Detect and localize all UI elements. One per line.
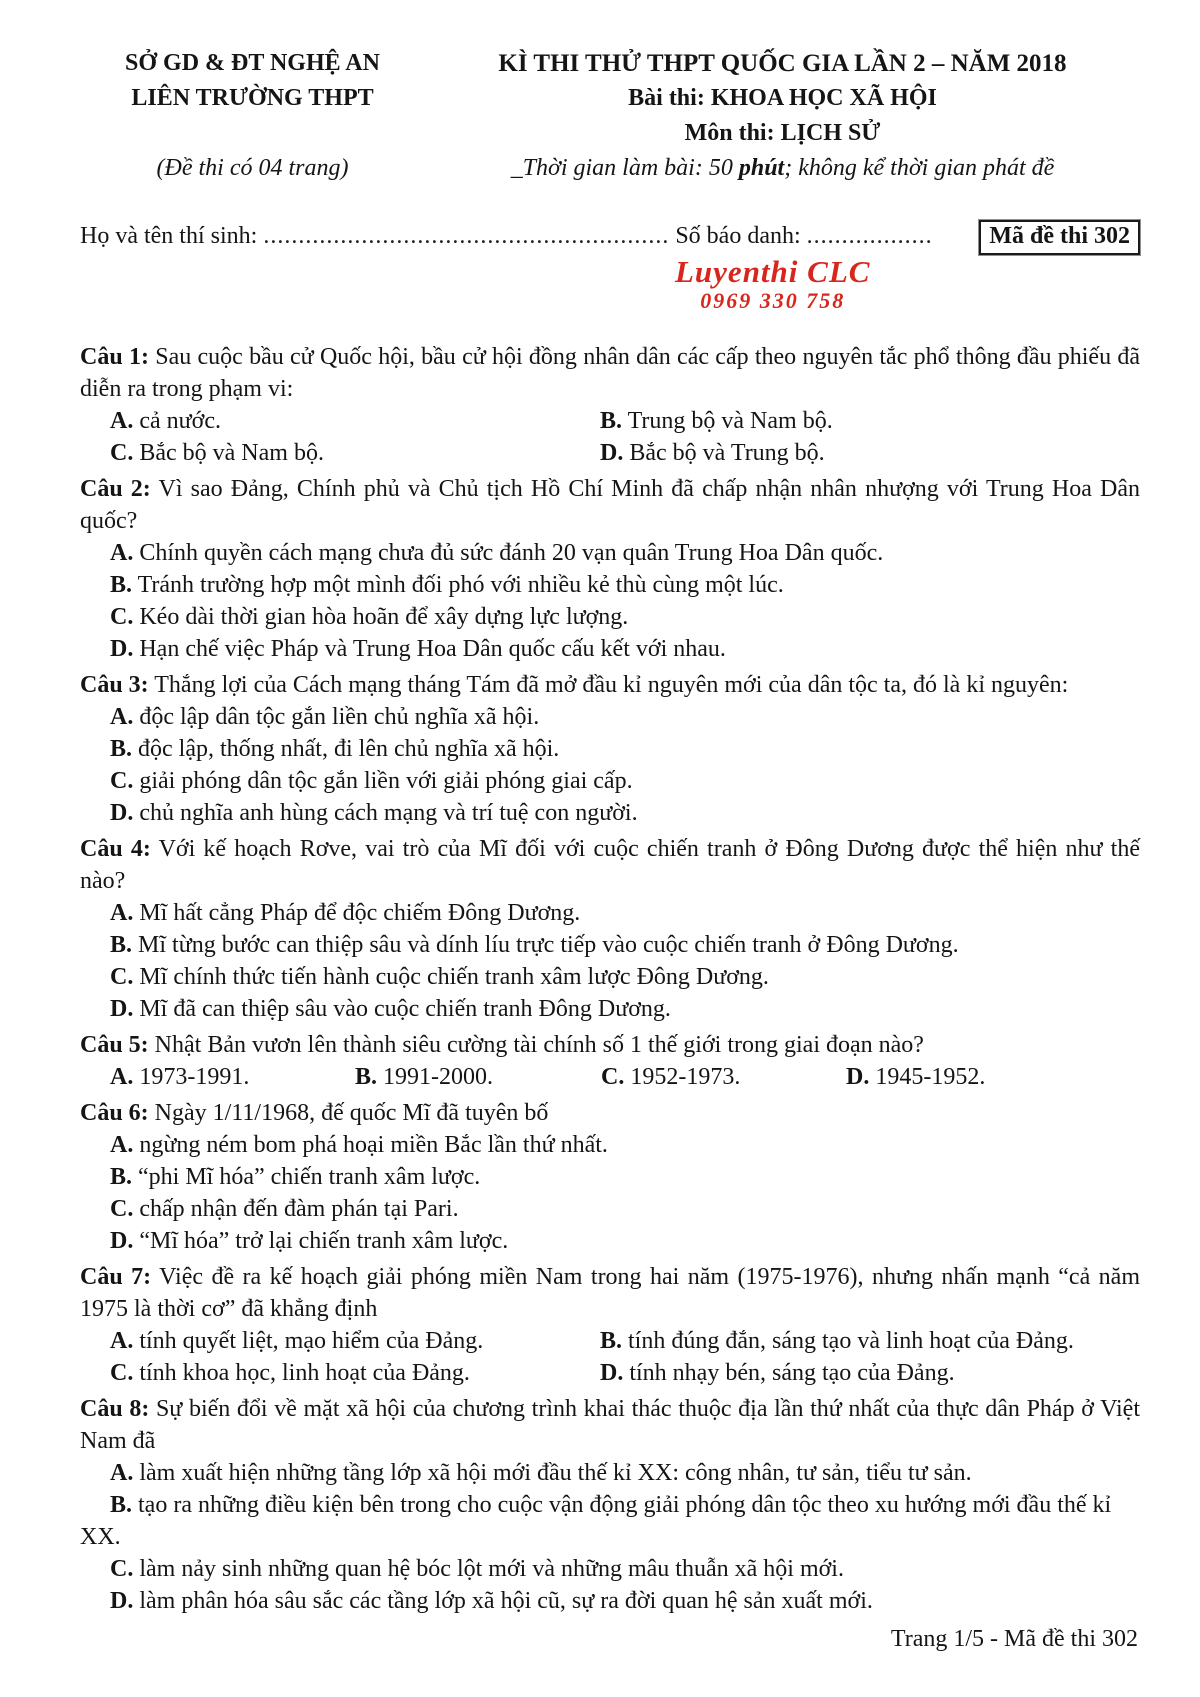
option-a — [80, 701, 1140, 733]
question-7 — [80, 1261, 1140, 1389]
option-text: 1952-1973. — [630, 1064, 741, 1091]
question-label: Câu 2: — [80, 476, 151, 503]
option-a — [80, 537, 1140, 569]
pages-note: (Đề thi có 04 trang) — [156, 155, 349, 181]
header-right — [425, 46, 1140, 186]
option-text: Trung bộ và Nam bộ. — [627, 408, 833, 435]
question-1 — [80, 341, 1140, 469]
option-letter: A. — [110, 540, 134, 567]
option-b — [80, 569, 1140, 601]
option-letter: A. — [110, 1328, 134, 1355]
question-1-options — [80, 405, 1140, 469]
question-4-options — [80, 897, 1140, 1025]
question-text: Nhật Bản vươn lên thành siêu cường tài chính số 1 thế giới trong giai đoạn nào? — [154, 1032, 924, 1059]
option-text: cả nước. — [139, 408, 221, 435]
option-text: Mĩ hất cẳng Pháp để độc chiếm Đông Dương. — [139, 900, 581, 927]
question-text: Vì sao Đảng, Chính phủ và Chủ tịch Hồ Chí Minh đã chấp nhận nhân nhượng với Trung Hoa Dân quốc? — [80, 476, 1140, 535]
duration-prefix: _Thời gian làm bài: 50 — [510, 155, 739, 181]
option-text: Kéo dài thời gian hòa hoãn để xây dựng lực lượng. — [139, 604, 629, 631]
option-text: Bắc bộ và Nam bộ. — [139, 440, 324, 467]
question-3-options — [80, 701, 1140, 829]
option-a — [80, 1061, 325, 1093]
logo-phone: 0969 330 758 — [700, 288, 846, 314]
option-c — [80, 437, 570, 469]
option-c — [80, 1553, 1140, 1585]
option-letter: A. — [110, 1132, 134, 1159]
option-text: Mĩ chính thức tiến hành cuộc chiến tranh xâm lược Đông Dương. — [139, 964, 769, 991]
option-b — [325, 1061, 571, 1093]
exam-header — [80, 46, 1140, 186]
issuing-school: LIÊN TRƯỜNG THPT — [131, 85, 374, 111]
exam-subject: Môn thi: LỊCH SỬ — [684, 120, 881, 146]
option-letter: C. — [601, 1064, 625, 1091]
option-text: Bắc bộ và Trung bộ. — [629, 440, 825, 467]
option-letter: D. — [846, 1064, 870, 1091]
student-info-row — [80, 220, 1140, 255]
option-c — [80, 765, 1140, 797]
option-text: “Mĩ hóa” trở lại chiến tranh xâm lược. — [139, 1228, 509, 1255]
option-text: Mĩ đã can thiệp sâu vào cuộc chiến tranh Đông Dương. — [139, 996, 671, 1023]
option-text: tính nhạy bén, sáng tạo của Đảng. — [629, 1360, 955, 1387]
question-3 — [80, 669, 1140, 829]
question-label: Câu 7: — [80, 1264, 152, 1291]
option-text: “phi Mĩ hóa” chiến tranh xâm lược. — [138, 1164, 481, 1191]
option-letter: D. — [110, 1228, 134, 1255]
option-text: 1991-2000. — [383, 1064, 494, 1091]
option-b — [570, 405, 1140, 437]
option-c — [80, 601, 1140, 633]
question-text: Sau cuộc bầu cử Quốc hội, bầu cử hội đồng nhân dân các cấp theo nguyên tắc phổ thông đầu phiếu đã diễn ra trong phạm vi: — [80, 344, 1141, 403]
option-d — [80, 993, 1140, 1025]
option-b — [80, 929, 1140, 961]
option-d — [80, 633, 1140, 665]
question-label: Câu 6: — [80, 1100, 149, 1127]
option-text: 1973-1991. — [139, 1064, 250, 1091]
candidate-number-label: Số báo danh: — [675, 223, 801, 249]
option-text: tính đúng đắn, sáng tạo và linh hoạt của Đảng. — [628, 1328, 1074, 1355]
option-letter: A. — [110, 900, 134, 927]
option-text: 1945-1952. — [875, 1064, 986, 1091]
option-letter: A. — [110, 1460, 134, 1487]
option-text: chủ nghĩa anh hùng cách mạng và trí tuệ con người. — [139, 800, 638, 827]
option-letter: A. — [110, 704, 134, 731]
question-list — [80, 341, 1140, 1617]
question-6 — [80, 1097, 1140, 1257]
exam-battery: Bài thi: KHOA HỌC XÃ HỘI — [628, 85, 937, 111]
question-5-options — [80, 1061, 1140, 1093]
question-label: Câu 5: — [80, 1032, 149, 1059]
page-footer: Trang 1/5 - Mã đề thi 302 — [890, 1626, 1138, 1652]
option-text: Mĩ từng bước can thiệp sâu và dính líu trực tiếp vào cuộc chiến tranh ở Đông Dương. — [138, 932, 959, 959]
logo-text: Luyenthi CLC — [675, 254, 871, 289]
option-a — [80, 405, 570, 437]
question-label: Câu 4: — [80, 836, 151, 863]
option-d — [80, 1225, 1140, 1257]
option-text: độc lập dân tộc gắn liền chủ nghĩa xã hội. — [139, 704, 540, 731]
question-8-options — [80, 1457, 1140, 1617]
option-text: ngừng ném bom phá hoại miền Bắc lần thứ nhất. — [139, 1132, 608, 1159]
option-letter: C. — [110, 604, 134, 631]
option-text: giải phóng dân tộc gắn liền với giải phóng giai cấp. — [139, 768, 633, 795]
option-letter: B. — [110, 1492, 133, 1519]
option-d — [570, 1357, 1140, 1389]
question-text: Ngày 1/11/1968, đế quốc Mĩ đã tuyên bố — [154, 1100, 549, 1127]
option-a — [80, 897, 1140, 929]
logo — [675, 255, 870, 313]
exam-code-box: Mã đề thi 302 — [979, 220, 1140, 255]
option-letter: D. — [600, 440, 624, 467]
option-letter: D. — [110, 1588, 134, 1615]
option-letter: C. — [110, 1556, 134, 1583]
option-letter: C. — [110, 964, 134, 991]
question-8 — [80, 1393, 1140, 1617]
exam-duration — [425, 151, 1140, 186]
header-left — [80, 46, 425, 186]
option-text: độc lập, thống nhất, đi lên chủ nghĩa xã hội. — [138, 736, 560, 763]
option-b — [80, 733, 1140, 765]
option-letter: C. — [110, 440, 134, 467]
option-d — [816, 1061, 1140, 1093]
candidate-number-blank: .................. — [806, 223, 933, 249]
option-letter: B. — [355, 1064, 378, 1091]
option-letter: B. — [110, 736, 133, 763]
option-letter: B. — [110, 1164, 133, 1191]
option-d — [570, 437, 1140, 469]
option-letter: B. — [110, 572, 133, 599]
option-letter: B. — [110, 932, 133, 959]
option-letter: A. — [110, 1064, 134, 1091]
issuing-org: SỞ GD & ĐT NGHỆ AN — [125, 50, 380, 76]
option-text: làm nảy sinh những quan hệ bóc lột mới và những mâu thuẫn xã hội mới. — [139, 1556, 844, 1583]
option-a — [80, 1129, 1140, 1161]
option-letter: C. — [110, 1196, 134, 1223]
option-letter: D. — [110, 800, 134, 827]
option-d — [80, 1585, 1140, 1617]
option-b — [570, 1325, 1140, 1357]
option-d — [80, 797, 1140, 829]
option-text: tạo ra những điều kiện bên trong cho cuộc vận động giải phóng dân tộc theo xu hướng mới đầu thế kỉ XX. — [80, 1492, 1112, 1551]
option-text: Chính quyền cách mạng chưa đủ sức đánh 20 vạn quân Trung Hoa Dân quốc. — [139, 540, 884, 567]
question-text: Với kế hoạch Rơve, vai trò của Mĩ đối với cuộc chiến tranh ở Đông Dương được thể hiện như thế nào? — [80, 836, 1141, 895]
option-text: làm xuất hiện những tầng lớp xã hội mới đầu thế kỉ XX: công nhân, tư sản, tiểu tư sản. — [139, 1460, 972, 1487]
option-text: làm phân hóa sâu sắc các tầng lớp xã hội cũ, sự ra đời quan hệ sản xuất mới. — [139, 1588, 873, 1615]
question-6-options — [80, 1129, 1140, 1257]
option-letter: C. — [110, 768, 134, 795]
duration-suffix: ; không kể thời gian phát đề — [784, 155, 1055, 181]
option-letter: D. — [110, 636, 134, 663]
option-c — [80, 1193, 1140, 1225]
question-2-options — [80, 537, 1140, 665]
question-5 — [80, 1029, 1140, 1093]
option-letter: D. — [600, 1360, 624, 1387]
question-4 — [80, 833, 1140, 1025]
option-text: Tránh trường hợp một mình đối phó với nhiều kẻ thù cùng một lúc. — [137, 572, 784, 599]
question-label: Câu 3: — [80, 672, 149, 699]
question-text: Sự biến đổi về mặt xã hội của chương trình khai thác thuộc địa lần thứ nhất của thực dân Pháp ở Việt Nam đã — [80, 1396, 1140, 1455]
question-text: Việc đề ra kế hoạch giải phóng miền Nam trong hai năm (1975-1976), nhưng nhấn mạnh “cả năm 1975 là thời cơ” đã khẳng định — [80, 1264, 1140, 1323]
option-text: tính khoa học, linh hoạt của Đảng. — [139, 1360, 470, 1387]
option-b — [80, 1161, 1140, 1193]
option-a — [80, 1325, 570, 1357]
option-c — [80, 1357, 570, 1389]
option-letter: D. — [110, 996, 134, 1023]
question-2 — [80, 473, 1140, 665]
question-label: Câu 1: — [80, 344, 149, 371]
option-letter: B. — [600, 1328, 623, 1355]
option-text: tính quyết liệt, mạo hiểm của Đảng. — [139, 1328, 484, 1355]
option-b — [80, 1489, 1140, 1553]
question-text: Thắng lợi của Cách mạng tháng Tám đã mở đầu kỉ nguyên mới của dân tộc ta, đó là kỉ nguyên: — [154, 672, 1069, 699]
option-text: Hạn chế việc Pháp và Trung Hoa Dân quốc cấu kết với nhau. — [139, 636, 726, 663]
option-c — [571, 1061, 816, 1093]
question-7-options — [80, 1325, 1140, 1389]
option-a — [80, 1457, 1140, 1489]
option-text: chấp nhận đến đàm phán tại Pari. — [139, 1196, 459, 1223]
option-letter: B. — [600, 408, 623, 435]
duration-minutes: phút — [738, 155, 785, 181]
option-c — [80, 961, 1140, 993]
option-letter: C. — [110, 1360, 134, 1387]
student-name-blank: .......................................................... — [263, 223, 670, 249]
question-label: Câu 8: — [80, 1396, 150, 1423]
option-letter: A. — [110, 408, 134, 435]
student-name-label: Họ và tên thí sinh: — [80, 223, 258, 249]
exam-title: KÌ THI THỬ THPT QUỐC GIA LẦN 2 – NĂM 2018 — [498, 50, 1067, 77]
